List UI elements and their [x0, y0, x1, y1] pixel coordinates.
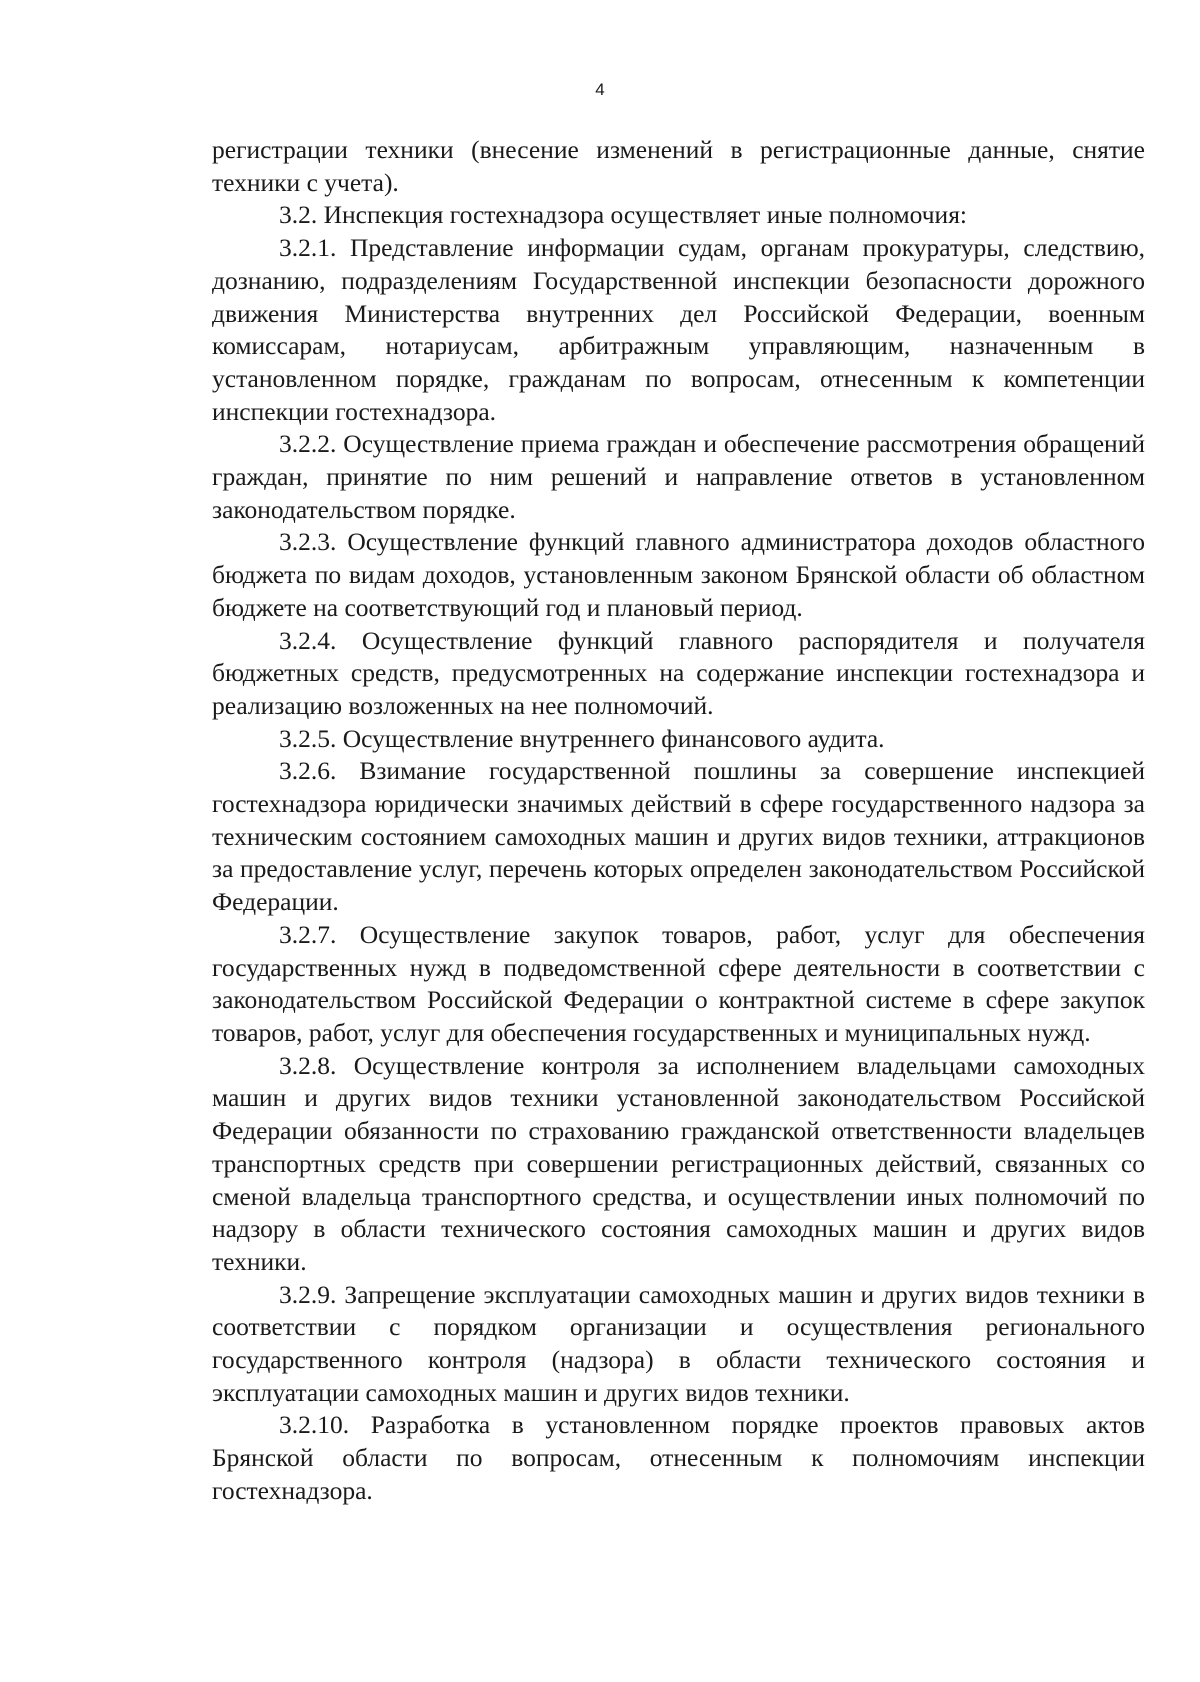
paragraph-3-2-6: 3.2.6. Взимание государственной пошлины за совершение инспекцией гостехнадзора юридически значимых действий в сфере государственного надзора за техническим состоянием самоходных машин и других видов техники, аттракционов за предоставление услуг, перечень которых определен законодательством Российской Федерации. — [212, 756, 1145, 917]
paragraph-3-2-10: 3.2.10. Разработка в установленном порядке проектов правовых актов Брянской области по вопросам, отнесенным к полномочиям инспекции гостехнадзора. — [212, 1410, 1145, 1505]
paragraph-3-2-4: 3.2.4. Осуществление функций главного распорядителя и получателя бюджетных средств, предусмотренных на содержание инспекции гостехнадзора и реализацию возложенных на нее полномочий. — [212, 625, 1145, 720]
paragraph-3-2-3: 3.2.3. Осуществление функций главного администратора доходов областного бюджета по видам доходов, установленным законом Брянской области об областном бюджете на соответствующий год и плановый период. — [212, 527, 1145, 622]
document-body — [212, 134, 1145, 1508]
paragraph-3-2: 3.2. Инспекция гостехнадзора осуществляет иные полномочия: — [279, 200, 968, 230]
paragraph-3-2-9: 3.2.9. Запрещение эксплуатации самоходных машин и других видов техники в соответствии с порядком организации и осуществления регионального государственного контроля (надзора) в области технического состояния и эксплуатации самоходных машин и других видов техники. — [212, 1279, 1145, 1407]
paragraph-3-2-7: 3.2.7. Осуществление закупок товаров, работ, услуг для обеспечения государственных нужд в подведомственной сфере деятельности в соответствии с законодательством Российской Федерации о контрактной системе в сфере закупок товаров, работ, услуг для обеспечения государственных и муниципальных нужд. — [212, 919, 1145, 1047]
page-number: 4 — [595, 80, 605, 99]
paragraph-3-2-8: 3.2.8. Осуществление контроля за исполнением владельцами самоходных машин и других видов техники установленной законодательством Российской Федерации обязанности по страхованию гражданской ответственности владельцев транспортных средств при совершении регистрационных действий, связанных со сменой владельца транспортного средства, и осуществлении иных полномочий по надзору в области технического состояния самоходных машин и других видов техники. — [212, 1050, 1145, 1276]
paragraph-continuation: регистрации техники (внесение изменений в регистрационные данные, снятие техники с учета). — [212, 135, 1145, 197]
paragraph-3-2-1: 3.2.1. Представление информации судам, органам прокуратуры, следствию, дознанию, подразделениям Государственной инспекции безопасности дорожного движения Министерства внутренних дел Российской Федерации, военным комиссарам, нотариусам, арбитражным управляющим, назначенным в установленном порядке, гражданам по вопросам, отнесенным к компетенции инспекции гостехнадзора. — [212, 233, 1145, 426]
paragraph-3-2-2: 3.2.2. Осуществление приема граждан и обеспечение рассмотрения обращений граждан, принятие по ним решений и направление ответов в установленном законодательством порядке. — [212, 429, 1145, 524]
paragraph-3-2-5: 3.2.5. Осуществление внутреннего финансового аудита. — [279, 723, 885, 753]
